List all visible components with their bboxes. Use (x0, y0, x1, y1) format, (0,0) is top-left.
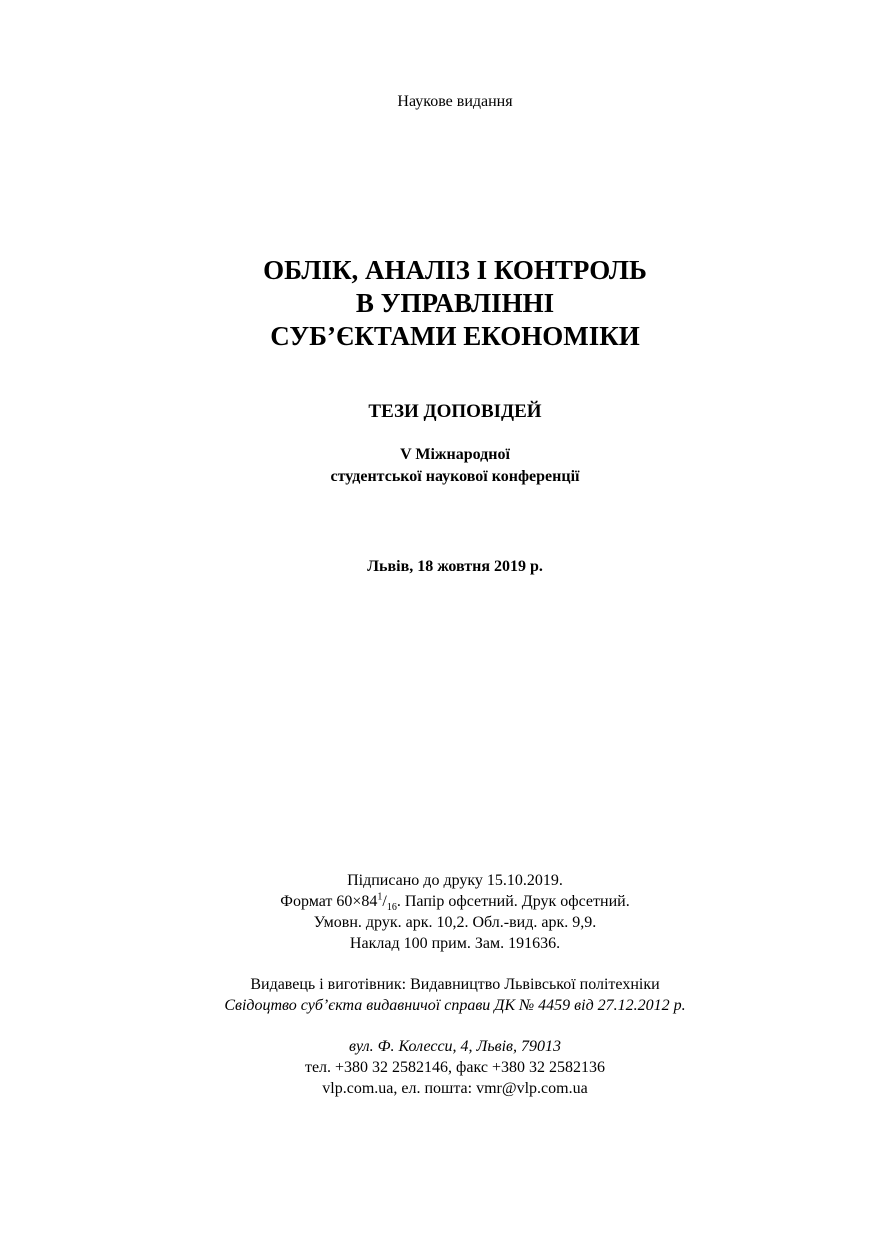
spacer (0, 954, 876, 974)
imprint-signed: Підписано до друку 15.10.2019. (347, 872, 563, 889)
spacer (0, 1016, 876, 1036)
conference-line-1: V Міжнародної (400, 446, 510, 463)
publisher-certificate: Свідоцтво суб’єкта видавничої справи ДК № 4459 від 27.12.2012 р. (224, 997, 686, 1014)
title-line-2: В УПРАВЛІННІ (355, 288, 555, 318)
publisher-name: Видавець і виготівник: Видавництво Львівської політехніки (250, 976, 660, 993)
format-slash: / (382, 893, 387, 910)
title-line-1: ОБЛІК, АНАЛІЗ І КОНТРОЛЬ (263, 255, 647, 285)
title-line-3: СУБ’ЄКТАМИ ЕКОНОМІКИ (270, 321, 640, 351)
imprint-format (0, 891, 876, 912)
imprint-print-run: Наклад 100 прим. Зам. 191636. (349, 935, 561, 952)
series-label: Наукове видання (397, 93, 513, 110)
format-prefix: Формат 60×84 (280, 893, 378, 910)
document-subtitle: ТЕЗИ ДОПОВІДЕЙ (368, 401, 542, 422)
imprint-sheets: Умовн. друк. арк. 10,2. Обл.-вид. арк. 9,9. (313, 914, 597, 931)
publisher-phones: тел. +380 32 2582146, факс +380 32 2582136 (304, 1059, 606, 1076)
imprint-block (0, 870, 876, 1099)
format-sup: 1 (377, 891, 383, 903)
publisher-address: вул. Ф. Колесси, 4, Львів, 79013 (349, 1038, 561, 1055)
publisher-web-email: vlp.com.ua, ел. пошта: vmr@vlp.com.ua (322, 1080, 588, 1097)
format-suffix: . Папір офсетний. Друк офсетний. (396, 893, 630, 910)
format-sub: 16 (386, 902, 397, 914)
conference-line-2: студентської наукової конференції (330, 468, 580, 485)
document-title (0, 254, 876, 353)
place-date: Львів, 18 жовтня 2019 р. (367, 558, 543, 575)
conference-name (0, 444, 876, 488)
